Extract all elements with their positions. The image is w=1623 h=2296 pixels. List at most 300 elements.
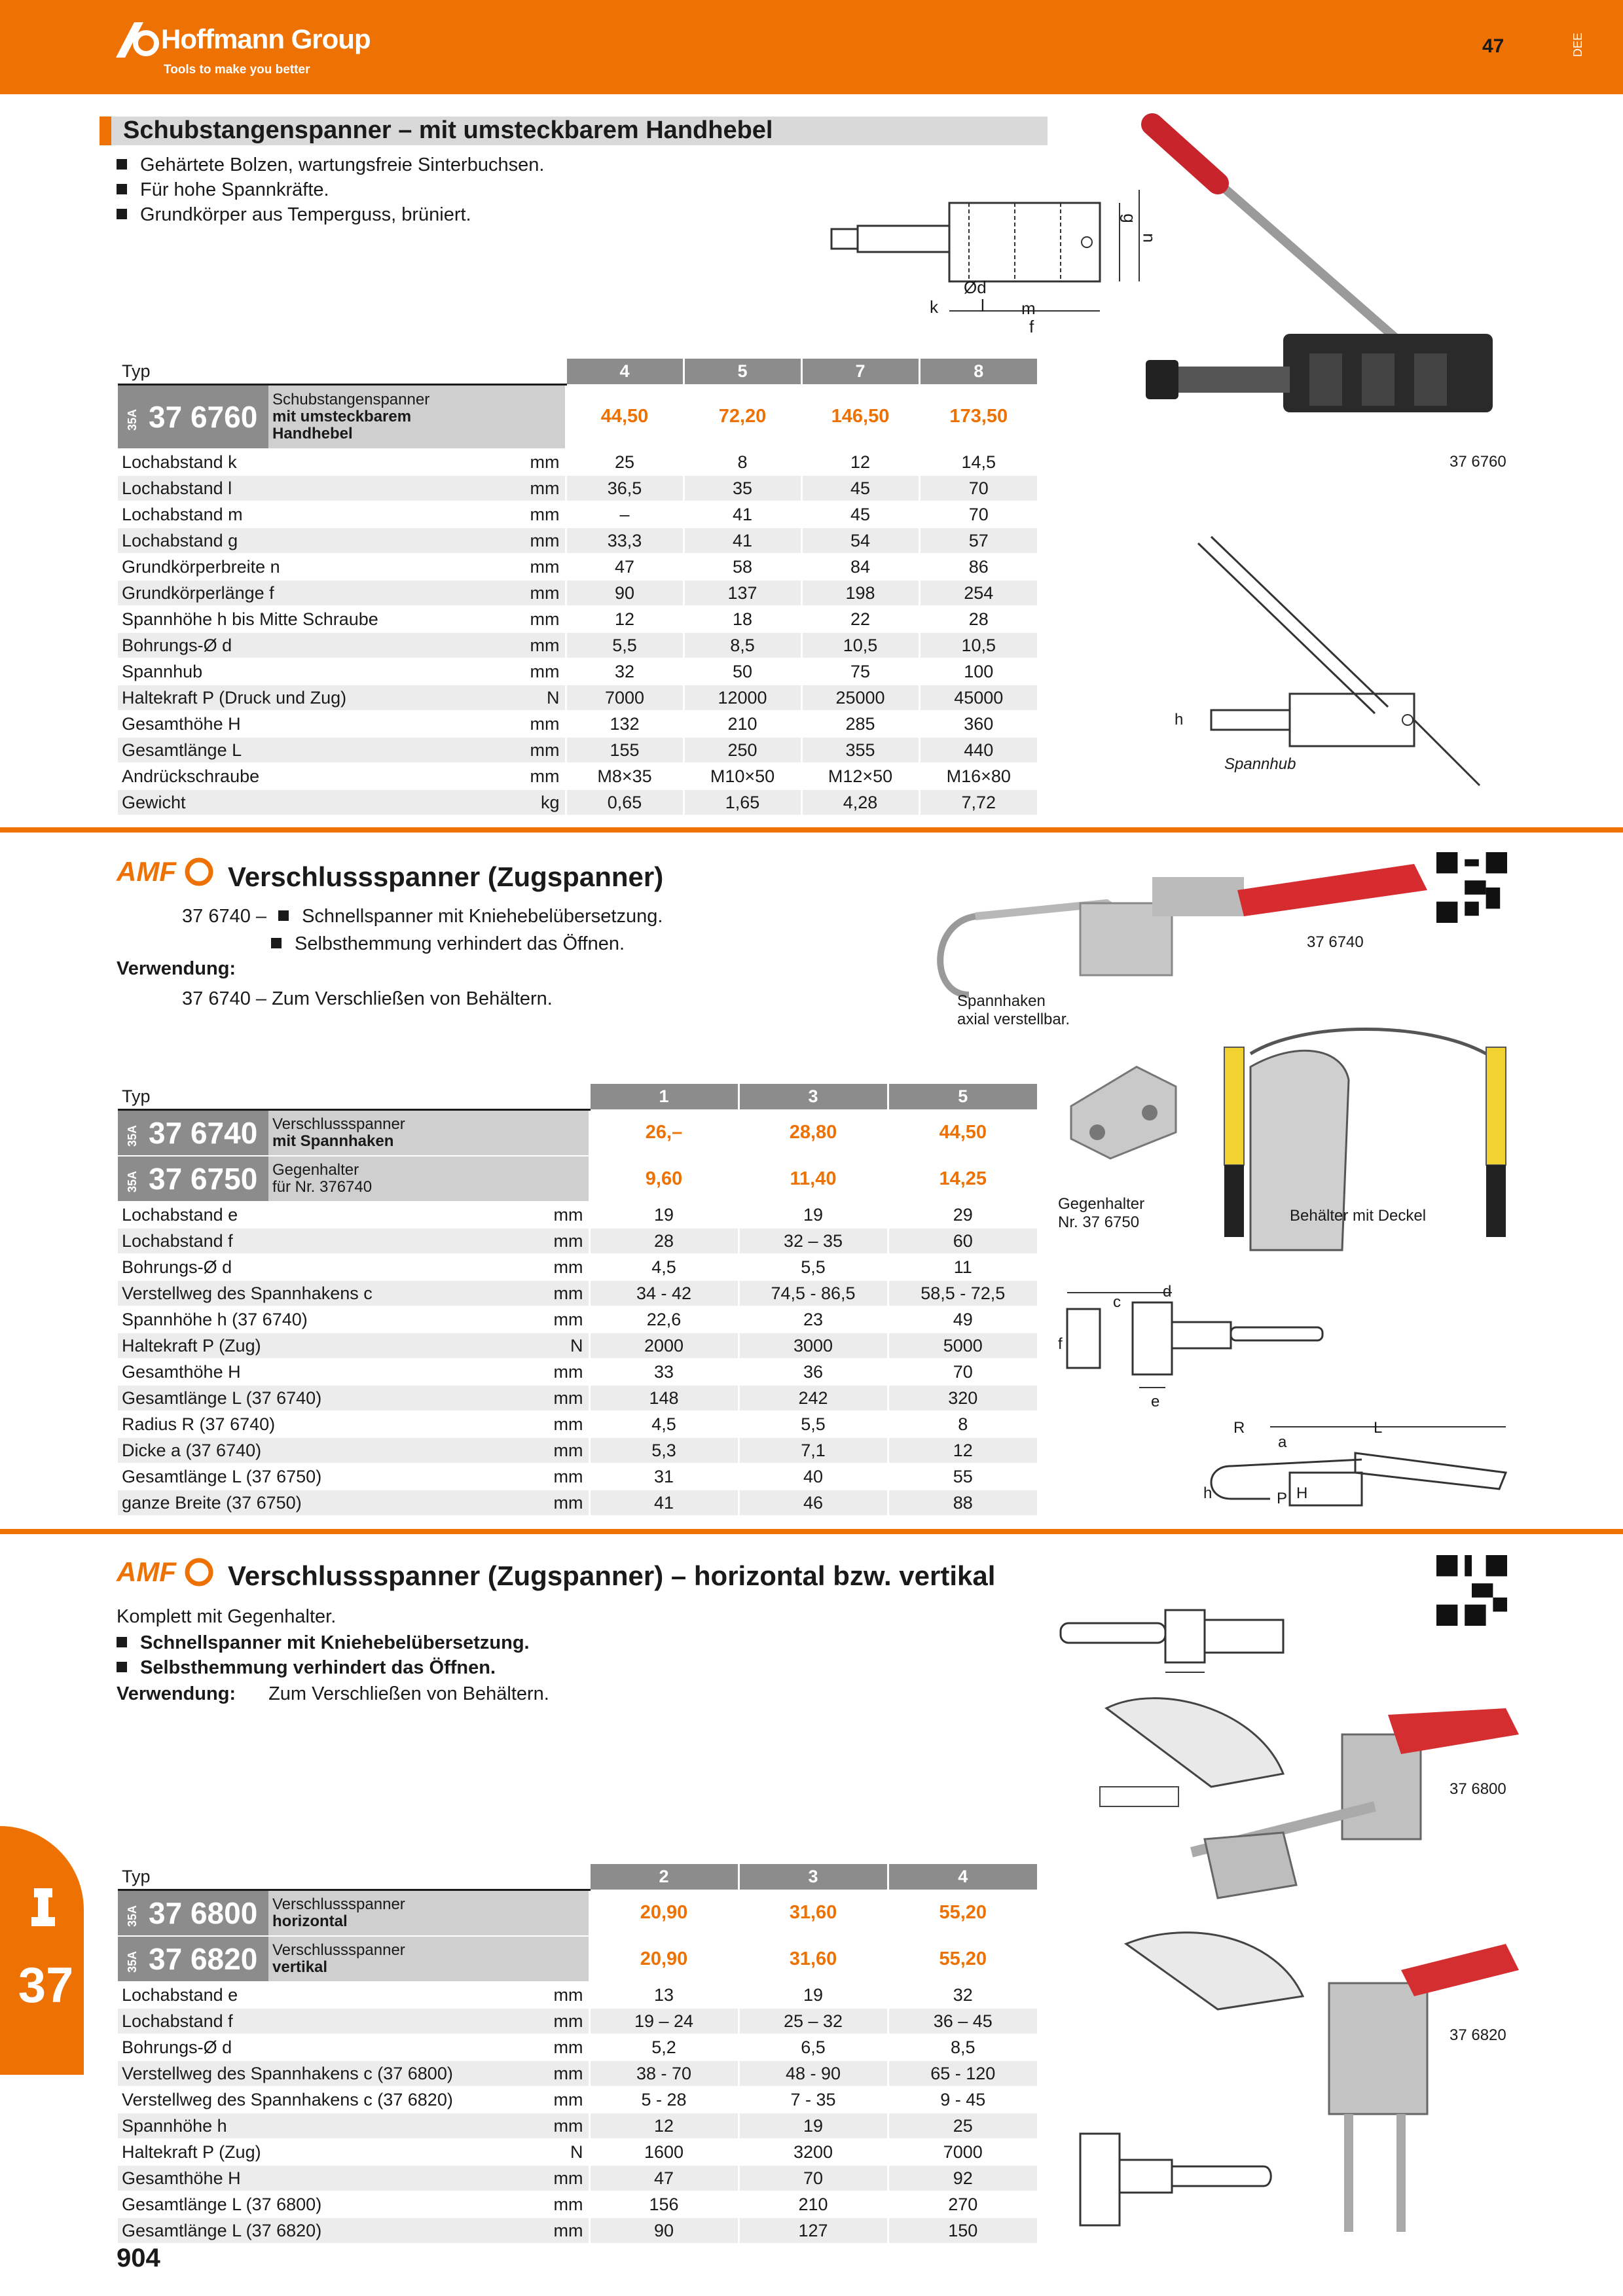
cell-value: 92 <box>888 2165 1037 2191</box>
technical-drawing-vertical-latch <box>1054 2121 1277 2238</box>
dim-label-P: P <box>1277 1490 1288 1507</box>
row-label: Spannhöhe h bis Mitte Schraube <box>118 606 504 632</box>
brand-tagline: Tools to make you better <box>164 63 310 77</box>
row-unit: mm <box>530 2087 589 2113</box>
row-label: Bohrungs-Ø d <box>118 1254 530 1280</box>
row-label: Bohrungs-Ø d <box>118 2034 530 2060</box>
cell-value: 41 <box>684 501 801 528</box>
row-label: Verstellweg des Spannhakens c (37 6820) <box>118 2087 530 2113</box>
usage-line: Verwendung: Zum Verschließen von Behältern. <box>117 1683 549 1704</box>
dim-label-d: Ød <box>964 278 987 297</box>
typ-label: Typ <box>118 359 566 385</box>
cell-value: 5 - 28 <box>589 2087 739 2113</box>
typ-label: Typ <box>118 1084 589 1110</box>
row-label: Lochabstand g <box>118 528 504 554</box>
cell-value: 57 <box>919 528 1037 554</box>
price: 44,50 <box>888 1110 1037 1157</box>
cell-value: 60 <box>888 1228 1037 1254</box>
chapter-number: 37 <box>18 1958 74 2013</box>
hook-caption: Spannhaken axial verstellbar. <box>957 992 1070 1028</box>
table-row <box>118 1202 1037 1228</box>
cell-value: 270 <box>888 2191 1037 2217</box>
cell-value: 1,65 <box>684 789 801 816</box>
cell-value: 210 <box>684 711 801 737</box>
section-divider <box>0 1529 1623 1534</box>
table-row <box>118 1228 1037 1254</box>
price: 14,25 <box>888 1156 1037 1202</box>
feature-line: Selbsthemmung verhindert das Öffnen. <box>271 933 625 955</box>
cell-value: 50 <box>684 658 801 685</box>
cell-value: 45000 <box>919 685 1037 711</box>
row-label: ganze Breite (37 6750) <box>118 1490 530 1516</box>
cell-value: 40 <box>739 1463 888 1490</box>
product-photo-counter-holder <box>1058 1060 1189 1165</box>
cell-value: 35 <box>684 475 801 501</box>
price: 28,80 <box>739 1110 888 1157</box>
row-unit: mm <box>530 1490 589 1516</box>
row-unit: mm <box>530 1359 589 1385</box>
cell-value: 45 <box>801 501 919 528</box>
row-unit: mm <box>504 606 566 632</box>
cell-value: 22 <box>801 606 919 632</box>
cell-value: 320 <box>888 1385 1037 1411</box>
cell-value: 32 <box>566 658 684 685</box>
cell-value: 75 <box>801 658 919 685</box>
cell-value: 19 <box>589 1202 739 1228</box>
article-number: 35A 37 6820 <box>118 1936 268 1982</box>
dim-label-a: a <box>1278 1433 1287 1451</box>
cell-value: 155 <box>566 737 684 763</box>
row-label: Verstellweg des Spannhakens c (37 6800) <box>118 2060 530 2087</box>
cell-value: 148 <box>589 1385 739 1411</box>
dim-label-h: h <box>1203 1484 1213 1502</box>
price: 9,60 <box>589 1156 739 1202</box>
cell-value: 7 - 35 <box>739 2087 888 2113</box>
article-number: 35A 37 6750 <box>118 1156 268 1202</box>
cell-value: 150 <box>888 2217 1037 2244</box>
technical-drawing-horizontal-latch <box>1054 1597 1290 1682</box>
cell-value: 14,5 <box>919 449 1037 475</box>
cell-value: 34 - 42 <box>589 1280 739 1306</box>
table-row <box>118 580 1037 606</box>
usage-label: Verwendung: <box>117 958 236 979</box>
row-label: Gesamthöhe H <box>118 1359 530 1385</box>
row-unit: mm <box>530 1437 589 1463</box>
cell-value: 137 <box>684 580 801 606</box>
price: 20,90 <box>589 1936 739 1982</box>
row-label: Lochabstand f <box>118 1228 530 1254</box>
row-label: Gesamthöhe H <box>118 2165 530 2191</box>
cell-value: 32 – 35 <box>739 1228 888 1254</box>
type-col: 4 <box>566 359 684 385</box>
cell-value: 90 <box>566 580 684 606</box>
cell-value: M8×35 <box>566 763 684 789</box>
feature-bullet: Selbsthemmung verhindert das Öffnen. <box>117 1657 496 1679</box>
row-label: Gesamtlänge L <box>118 737 504 763</box>
cell-value: 254 <box>919 580 1037 606</box>
table-row <box>118 685 1037 711</box>
row-label: Verstellweg des Spannhakens c <box>118 1280 530 1306</box>
cell-value: 46 <box>739 1490 888 1516</box>
row-label: Haltekraft P (Druck und Zug) <box>118 685 504 711</box>
cell-value: 8,5 <box>888 2034 1037 2060</box>
table-row <box>118 763 1037 789</box>
cell-value: 25000 <box>801 685 919 711</box>
row-label: Grundkörperlänge f <box>118 580 504 606</box>
cell-value: 19 <box>739 2113 888 2139</box>
table-row <box>118 2034 1037 2060</box>
dim-label-e: e <box>1151 1393 1160 1410</box>
cell-value: 0,65 <box>566 789 684 816</box>
cell-value: 440 <box>919 737 1037 763</box>
row-label: Lochabstand l <box>118 475 504 501</box>
cell-value: 25 <box>888 2113 1037 2139</box>
container-caption: Behälter mit Deckel <box>1290 1207 1427 1225</box>
cell-value: 28 <box>589 1228 739 1254</box>
table-row <box>118 1333 1037 1359</box>
cell-value: 90 <box>589 2217 739 2244</box>
cell-value: 47 <box>566 554 684 580</box>
price: 44,50 <box>566 385 684 450</box>
row-unit: mm <box>504 737 566 763</box>
dim-label-f: f <box>1029 317 1034 336</box>
row-label: Bohrungs-Ø d <box>118 632 504 658</box>
cell-value: 12 <box>589 2113 739 2139</box>
cell-value: 10,5 <box>919 632 1037 658</box>
spannhub-caption: Spannhub <box>1224 755 1296 773</box>
price: 146,50 <box>801 385 919 450</box>
feature-line: 37 6740 – Schnellspanner mit Kniehebelübersetzung. <box>182 906 663 927</box>
page-number-top: 47 <box>1482 35 1504 57</box>
cell-value: 41 <box>589 1490 739 1516</box>
table-row <box>118 2008 1037 2034</box>
cell-value: 3000 <box>739 1333 888 1359</box>
feature-bullet: Gehärtete Bolzen, wartungsfreie Sinterbuchsen. <box>117 154 544 176</box>
table-row <box>118 711 1037 737</box>
type-col: 3 <box>739 1864 888 1890</box>
amf-logo-icon <box>117 856 215 889</box>
row-label: Gesamtlänge L (37 6740) <box>118 1385 530 1411</box>
table-row <box>118 658 1037 685</box>
cell-value: 9 - 45 <box>888 2087 1037 2113</box>
row-unit: N <box>530 1333 589 1359</box>
technical-drawing-spannhub <box>1172 524 1512 772</box>
cell-value: 38 - 70 <box>589 2060 739 2087</box>
row-label: Gesamtlänge L (37 6820) <box>118 2217 530 2244</box>
cell-value: 74,5 - 86,5 <box>739 1280 888 1306</box>
row-unit: mm <box>530 2217 589 2244</box>
table-row <box>118 2139 1037 2165</box>
type-col: 8 <box>919 359 1037 385</box>
price: 11,40 <box>739 1156 888 1202</box>
row-unit: mm <box>530 1254 589 1280</box>
cell-value: 12 <box>801 449 919 475</box>
cell-value: 86 <box>919 554 1037 580</box>
cell-value: 7,1 <box>739 1437 888 1463</box>
cell-value: 12000 <box>684 685 801 711</box>
table-row <box>118 1463 1037 1490</box>
technical-drawing-push-clamp <box>818 190 1185 340</box>
cell-value: 8 <box>888 1411 1037 1437</box>
cell-value: M12×50 <box>801 763 919 789</box>
type-col: 7 <box>801 359 919 385</box>
cell-value: M16×80 <box>919 763 1037 789</box>
row-unit: mm <box>504 580 566 606</box>
cell-value: 127 <box>739 2217 888 2244</box>
row-label: Gesamthöhe H <box>118 711 504 737</box>
cell-value: 29 <box>888 1202 1037 1228</box>
row-label: Lochabstand e <box>118 1982 530 2008</box>
technical-drawing-latch-top <box>1054 1283 1342 1401</box>
row-label: Spannhub <box>118 658 504 685</box>
table-row <box>118 1490 1037 1516</box>
row-unit: mm <box>530 1982 589 2008</box>
cell-value: 70 <box>919 475 1037 501</box>
row-unit: mm <box>504 658 566 685</box>
cell-value: 5,2 <box>589 2034 739 2060</box>
product-photo-push-clamp <box>1133 111 1506 439</box>
table-row <box>118 501 1037 528</box>
typ-label: Typ <box>118 1864 589 1890</box>
cell-value: 31 <box>589 1463 739 1490</box>
cell-value: 70 <box>739 2165 888 2191</box>
cell-value: 5000 <box>888 1333 1037 1359</box>
price: 173,50 <box>919 385 1037 450</box>
cell-value: 25 – 32 <box>739 2008 888 2034</box>
clamp-category-icon <box>29 1888 58 1928</box>
table-row <box>118 2165 1037 2191</box>
price: 31,60 <box>739 1936 888 1982</box>
dim-label-h: h <box>1175 711 1184 728</box>
counter-holder-caption: Gegenhalter Nr. 37 6750 <box>1058 1195 1145 1231</box>
row-unit: mm <box>530 2191 589 2217</box>
type-col: 3 <box>739 1084 888 1110</box>
spec-table-376760 <box>118 359 1037 816</box>
row-unit: kg <box>504 789 566 816</box>
cell-value: 70 <box>919 501 1037 528</box>
chapter-side-tab <box>0 1826 84 2075</box>
row-unit: mm <box>530 2034 589 2060</box>
row-unit: mm <box>530 1385 589 1411</box>
section-title: Schubstangenspanner – mit umsteckbarem Handhebel <box>123 117 773 144</box>
table-row <box>118 1982 1037 2008</box>
table-row <box>118 1306 1037 1333</box>
table-row <box>118 1359 1037 1385</box>
table-row <box>118 475 1037 501</box>
dim-label-L: L <box>1374 1419 1383 1437</box>
cell-value: 5,3 <box>589 1437 739 1463</box>
article-description: Schubstangenspanner mit umsteckbarem Handhebel <box>268 385 566 450</box>
price: 72,20 <box>684 385 801 450</box>
cell-value: 47 <box>589 2165 739 2191</box>
cell-value: 49 <box>888 1306 1037 1333</box>
cell-value: 132 <box>566 711 684 737</box>
row-unit: mm <box>504 554 566 580</box>
table-row <box>118 2060 1037 2087</box>
table-row <box>118 2113 1037 2139</box>
row-label: Lochabstand m <box>118 501 504 528</box>
page-number-bottom: 904 <box>117 2244 160 2272</box>
cell-value: 58,5 - 72,5 <box>888 1280 1037 1306</box>
dim-label-c: c <box>1113 1293 1121 1311</box>
cell-value: 7000 <box>888 2139 1037 2165</box>
table-row <box>118 554 1037 580</box>
cell-value: 100 <box>919 658 1037 685</box>
price: 31,60 <box>739 1890 888 1937</box>
cell-value: 33 <box>589 1359 739 1385</box>
row-unit: mm <box>504 528 566 554</box>
cell-value: 355 <box>801 737 919 763</box>
cell-value: 8,5 <box>684 632 801 658</box>
table-row <box>118 632 1037 658</box>
dim-label-n: n <box>1139 233 1159 243</box>
row-unit: mm <box>530 2008 589 2034</box>
cell-value: 70 <box>888 1359 1037 1385</box>
row-label: Grundkörperbreite n <box>118 554 504 580</box>
row-label: Gewicht <box>118 789 504 816</box>
table-row <box>118 449 1037 475</box>
qr-code-icon <box>1436 1555 1507 1626</box>
photo-caption: 37 6800 <box>1450 1780 1506 1798</box>
article-description: Verschlussspanner horizontal <box>268 1890 589 1937</box>
cell-value: 33,3 <box>566 528 684 554</box>
dim-label-H: H <box>1296 1484 1308 1502</box>
price: 55,20 <box>888 1936 1037 1982</box>
cell-value: 36 – 45 <box>888 2008 1037 2034</box>
cell-value: 19 <box>739 1202 888 1228</box>
cell-value: 19 <box>739 1982 888 2008</box>
dim-label-f: f <box>1058 1335 1063 1353</box>
article-description: Verschlussspanner mit Spannhaken <box>268 1110 589 1157</box>
product-photo-latch-clamp <box>903 851 1427 1014</box>
cell-value: 1600 <box>589 2139 739 2165</box>
dim-label-g: g <box>1120 213 1140 223</box>
table-row <box>118 1411 1037 1437</box>
row-label: Spannhöhe h (37 6740) <box>118 1306 530 1333</box>
cell-value: 11 <box>888 1254 1037 1280</box>
row-unit: mm <box>504 449 566 475</box>
row-unit: mm <box>530 2165 589 2191</box>
row-unit: mm <box>530 1411 589 1437</box>
photo-caption: 37 6740 <box>1307 933 1364 951</box>
cell-value: 8 <box>684 449 801 475</box>
cell-value: 5,5 <box>566 632 684 658</box>
language-code: DEE <box>1571 32 1585 58</box>
dim-label-l: l <box>981 296 985 315</box>
cell-value: 58 <box>684 554 801 580</box>
cell-value: 18 <box>684 606 801 632</box>
row-unit: mm <box>530 2060 589 2087</box>
cell-value: 7,72 <box>919 789 1037 816</box>
row-label: Andrückschraube <box>118 763 504 789</box>
price: 55,20 <box>888 1890 1037 1937</box>
intro-text: Komplett mit Gegenhalter. <box>117 1606 337 1627</box>
table-row <box>118 737 1037 763</box>
row-label: Lochabstand e <box>118 1202 530 1228</box>
article-number: 35A 37 6800 <box>118 1890 268 1937</box>
table-row <box>118 528 1037 554</box>
row-label: Lochabstand k <box>118 449 504 475</box>
cell-value: 10,5 <box>801 632 919 658</box>
cell-value: 28 <box>919 606 1037 632</box>
type-col: 4 <box>888 1864 1037 1890</box>
cell-value: 45 <box>801 475 919 501</box>
cell-value: 48 - 90 <box>739 2060 888 2087</box>
article-number: 35A 37 6740 <box>118 1110 268 1157</box>
row-unit: mm <box>504 475 566 501</box>
type-col: 2 <box>589 1864 739 1890</box>
cell-value: 7000 <box>566 685 684 711</box>
cell-value: 12 <box>888 1437 1037 1463</box>
cell-value: 210 <box>739 2191 888 2217</box>
row-unit: mm <box>504 711 566 737</box>
row-label: Haltekraft P (Zug) <box>118 1333 530 1359</box>
dim-label-R: R <box>1233 1419 1245 1437</box>
table-row <box>118 2087 1037 2113</box>
container-with-lid-illustration <box>1211 1028 1519 1270</box>
cell-value: 12 <box>566 606 684 632</box>
row-unit: mm <box>530 1306 589 1333</box>
cell-value: 55 <box>888 1463 1037 1490</box>
type-col: 1 <box>589 1084 739 1110</box>
row-unit: N <box>504 685 566 711</box>
cell-value: 5,5 <box>739 1411 888 1437</box>
article-description: Gegenhalter für Nr. 376740 <box>268 1156 589 1202</box>
cell-value: 41 <box>684 528 801 554</box>
cell-value: 36 <box>739 1359 888 1385</box>
dim-label-d: d <box>1163 1283 1172 1300</box>
cell-value: 5,5 <box>739 1254 888 1280</box>
cell-value: 36,5 <box>566 475 684 501</box>
dim-label-m: m <box>1021 298 1036 318</box>
row-label: Spannhöhe h <box>118 2113 530 2139</box>
usage-line: 37 6740 – Zum Verschließen von Behältern. <box>182 988 553 1009</box>
cell-value: 156 <box>589 2191 739 2217</box>
row-unit: mm <box>504 632 566 658</box>
price: 20,90 <box>589 1890 739 1937</box>
table-row <box>118 2217 1037 2244</box>
photo-caption: 37 6760 <box>1450 453 1506 471</box>
cell-value: 242 <box>739 1385 888 1411</box>
row-unit: mm <box>530 1280 589 1306</box>
cell-value: 65 - 120 <box>888 2060 1037 2087</box>
table-row <box>118 2191 1037 2217</box>
cell-value: – <box>566 501 684 528</box>
cell-value: 250 <box>684 737 801 763</box>
row-label: Radius R (37 6740) <box>118 1411 530 1437</box>
cell-value: 6,5 <box>739 2034 888 2060</box>
row-unit: mm <box>504 763 566 789</box>
amf-logo-icon <box>117 1556 215 1589</box>
row-unit: mm <box>530 2113 589 2139</box>
row-unit: mm <box>530 1202 589 1228</box>
cell-value: 4,28 <box>801 789 919 816</box>
cell-value: M10×50 <box>684 763 801 789</box>
row-unit: mm <box>530 1228 589 1254</box>
photo-caption: 37 6820 <box>1450 2026 1506 2044</box>
cell-value: 4,5 <box>589 1411 739 1437</box>
table-row <box>118 1437 1037 1463</box>
brand-name: Hoffmann Group <box>161 24 371 54</box>
svg-text:AMF: AMF <box>117 1556 176 1587</box>
cell-value: 285 <box>801 711 919 737</box>
spec-table-376800 <box>118 1864 1037 2244</box>
table-row <box>118 1254 1037 1280</box>
cell-value: 198 <box>801 580 919 606</box>
row-unit: mm <box>504 501 566 528</box>
cell-value: 4,5 <box>589 1254 739 1280</box>
cell-value: 54 <box>801 528 919 554</box>
